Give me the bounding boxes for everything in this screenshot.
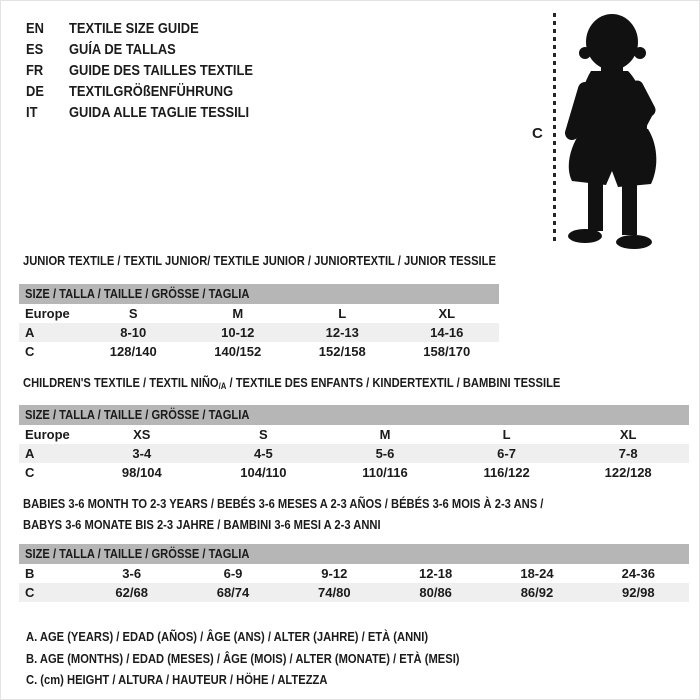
language-code: DE xyxy=(26,83,44,100)
table-cell: 116/122 xyxy=(483,465,530,480)
babies-section-title-text: BABYS 3-6 MONATE BIS 2-3 JAHRE / BAMBINI 3-6 MESI A 2-3 ANNI xyxy=(23,517,381,532)
table-cell: 62/68 xyxy=(115,585,148,600)
table-row-height-cm xyxy=(19,463,689,482)
table-cell: 5-6 xyxy=(375,446,395,461)
table-cell: 158/170 xyxy=(423,344,471,359)
language-guide-title: GUIDE DES TAILLES TEXTILE xyxy=(69,62,253,79)
table-cell: 12-18 xyxy=(419,566,453,581)
language-guide-title: TEXTILE SIZE GUIDE xyxy=(69,20,199,37)
footnote-b: B. AGE (MONTHS) / EDAD (MESES) / ÂGE (MOIS) / ALTER (MONATE) / ETÀ (MESI) xyxy=(26,650,460,666)
babies-section-title-line1 xyxy=(23,497,628,511)
table-cell: 80/86 xyxy=(419,585,452,600)
language-code: IT xyxy=(26,104,38,121)
size-table-header-text: SIZE / TALLA / TAILLE / GRÖSSE / TAGLIA xyxy=(25,407,250,422)
language-guide-title: GUIDA ALLE TAGLIE TESSILI xyxy=(69,104,250,121)
row-label: Europe xyxy=(25,427,70,442)
language-code: EN xyxy=(26,20,44,37)
junior-section-title xyxy=(23,254,573,268)
height-measure-dotted-line xyxy=(553,13,556,244)
table-cell: 140/152 xyxy=(214,344,262,359)
row-label: Europe xyxy=(25,306,70,321)
size-table-header-text: SIZE / TALLA / TAILLE / GRÖSSE / TAGLIA xyxy=(25,546,250,561)
height-measure-label: C xyxy=(532,125,543,142)
junior-section-title-text: JUNIOR TEXTILE / TEXTIL JUNIOR/ TEXTILE JUNIOR / JUNIORTEXTIL / JUNIOR TESSILE xyxy=(23,253,496,268)
table-cell: 104/110 xyxy=(240,465,287,480)
babies-section-title-line2 xyxy=(23,518,439,532)
table-cell: 74/80 xyxy=(318,585,351,600)
table-cell: 128/140 xyxy=(109,344,157,359)
language-guide-title: TEXTILGRÖßENFÜHRUNG xyxy=(69,83,234,100)
table-row-age-months xyxy=(19,564,689,583)
table-cell: 92/98 xyxy=(622,585,655,600)
table-cell: L xyxy=(338,306,347,321)
table-row-europe xyxy=(19,304,499,323)
size-table-header-text: SIZE / TALLA / TAILLE / GRÖSSE / TAGLIA xyxy=(25,286,250,301)
table-row-height-cm xyxy=(19,342,499,361)
table-cell: 122/128 xyxy=(604,465,652,480)
row-label: B xyxy=(25,566,35,581)
size-table-header xyxy=(19,544,689,564)
children-size-table xyxy=(19,405,689,482)
table-cell: XS xyxy=(133,427,151,442)
language-row xyxy=(26,60,283,81)
junior-size-table xyxy=(19,284,499,361)
baby-silhouette-icon xyxy=(561,9,668,249)
table-row-age-years xyxy=(19,444,689,463)
children-section-title xyxy=(23,376,648,393)
language-title-list xyxy=(26,18,283,123)
table-cell: 10-12 xyxy=(221,325,255,340)
table-cell: 68/74 xyxy=(216,585,250,600)
table-cell: 7-8 xyxy=(618,446,638,461)
language-row xyxy=(26,39,283,60)
table-row-age-years xyxy=(19,323,499,342)
footnote-a: A. AGE (YEARS) / EDAD (AÑOS) / ÂGE (ANS) / ALTER (JAHRE) / ETÀ (ANNI) xyxy=(26,629,429,644)
table-cell: 9-12 xyxy=(321,566,348,581)
table-row-height-cm xyxy=(19,583,689,602)
size-table-header xyxy=(19,284,499,304)
table-cell: 6-7 xyxy=(497,446,516,461)
table-cell: 86/92 xyxy=(520,585,554,600)
table-cell: 6-9 xyxy=(223,566,243,581)
table-cell: 8-10 xyxy=(120,325,147,340)
table-cell: 98/104 xyxy=(121,465,162,480)
language-code: ES xyxy=(26,41,44,58)
table-cell: M xyxy=(232,306,244,321)
table-cell: XL xyxy=(619,427,637,442)
table-cell: 110/116 xyxy=(362,465,408,480)
row-label: A xyxy=(25,325,35,340)
table-cell: 3-4 xyxy=(132,446,152,461)
language-row xyxy=(26,81,283,102)
table-cell: S xyxy=(128,306,138,321)
language-row xyxy=(26,18,283,39)
language-row xyxy=(26,102,283,123)
table-cell: 12-13 xyxy=(325,325,359,340)
table-cell: 18-24 xyxy=(520,566,554,581)
table-cell: S xyxy=(259,427,268,442)
row-label: C xyxy=(25,585,35,600)
table-cell: 24-36 xyxy=(621,566,655,581)
children-section-title-text: CHILDREN'S TEXTILE / TEXTIL NIÑO/A / TEXTILE DES ENFANTS / KINDERTEXTIL / BAMBINI TESSILE xyxy=(23,375,561,391)
legend-footnotes xyxy=(26,626,530,691)
row-label: C xyxy=(25,465,35,480)
table-cell: 4-5 xyxy=(253,446,273,461)
row-label: C xyxy=(25,344,35,359)
table-row-europe xyxy=(19,425,689,444)
size-table-header xyxy=(19,405,689,425)
language-guide-title: GUÍA DE TALLAS xyxy=(69,41,176,58)
table-cell: 14-16 xyxy=(430,325,464,340)
babies-section-title-text: BABIES 3-6 MONTH TO 2-3 YEARS / BEBÉS 3-6 MESES A 2-3 AÑOS / BÉBÉS 3-6 MOIS À 2-3 ANS / xyxy=(23,496,544,511)
table-cell: 3-6 xyxy=(122,566,142,581)
row-label: A xyxy=(25,446,35,461)
babies-size-table xyxy=(19,544,689,602)
table-cell: L xyxy=(502,427,511,442)
table-cell: M xyxy=(379,427,391,442)
title-subscript: /A xyxy=(218,381,227,391)
table-cell: XL xyxy=(438,306,456,321)
footnote-c: C. (cm) HEIGHT / ALTURA / HAUTEUR / HÖHE / ALTEZZA xyxy=(26,672,328,687)
language-code: FR xyxy=(26,62,44,79)
table-cell: 152/158 xyxy=(318,344,366,359)
